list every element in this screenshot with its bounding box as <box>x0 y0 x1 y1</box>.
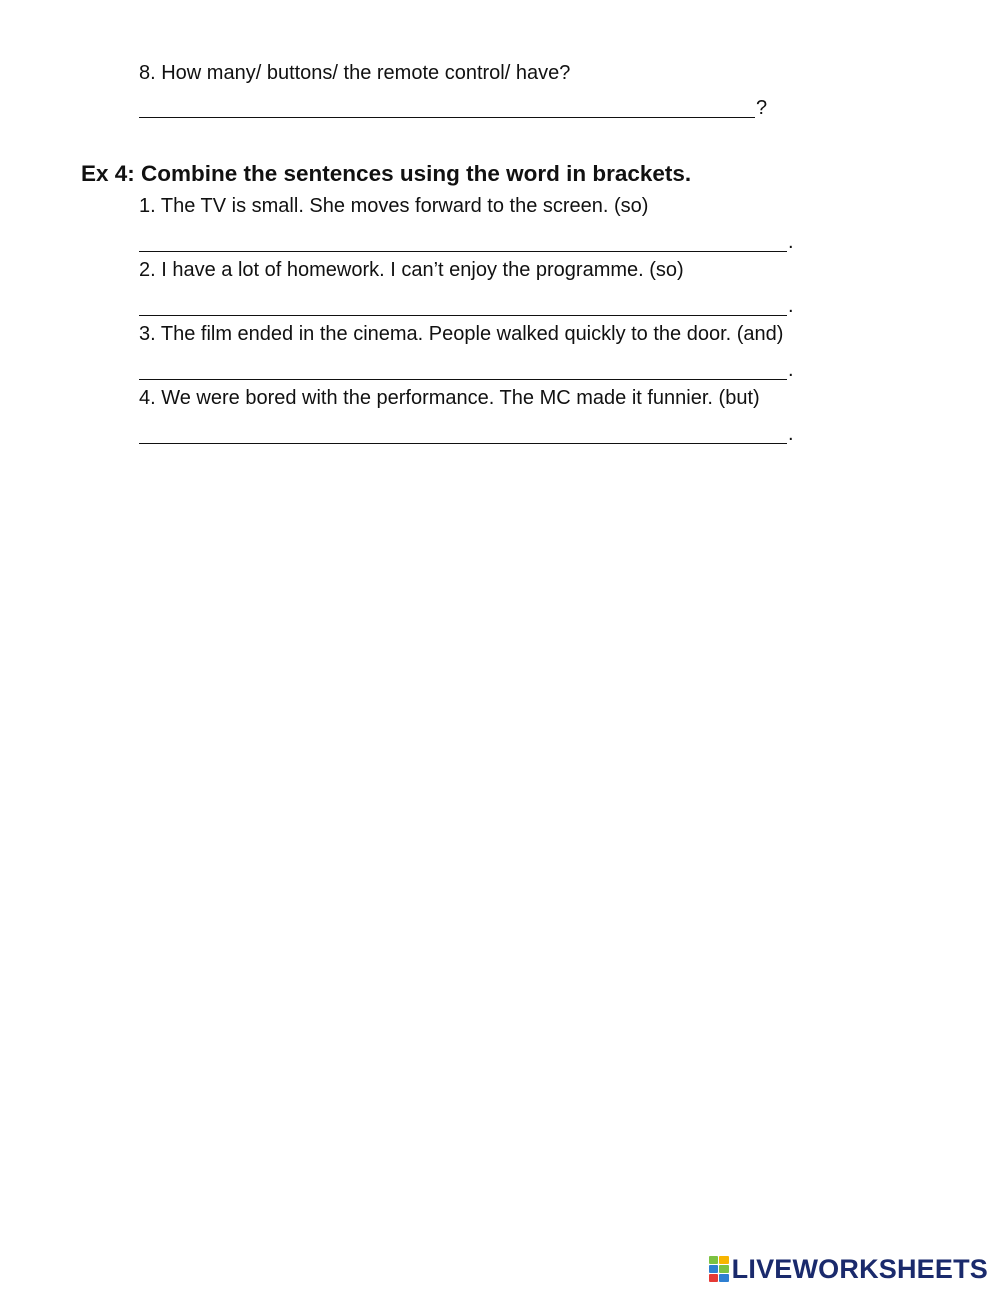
ex4-answer-line-2[interactable] <box>139 292 794 316</box>
ex4-question-4-text: 4. We were bored with the performance. The MC made it funnier. (but) <box>139 387 760 409</box>
answer-blank[interactable] <box>139 233 787 252</box>
ex4-question-1-text: 1. The TV is small. She moves forward to the screen. (so) <box>139 195 649 217</box>
ex4-question-3-text: 3. The film ended in the cinema. People walked quickly to the door. (and) <box>139 323 784 345</box>
question-8-text: 8. How many/ buttons/ the remote control/ have? <box>139 62 571 84</box>
period-mark: . <box>788 295 794 317</box>
answer-blank[interactable] <box>139 361 787 380</box>
ex4-answer-line-4[interactable] <box>139 420 794 444</box>
brand-name: LIVEWORKSHEETS <box>731 1254 988 1284</box>
question-mark: ? <box>756 97 768 119</box>
answer-blank[interactable] <box>139 297 787 316</box>
liveworksheets-logo-icon <box>709 1256 729 1282</box>
period-mark: . <box>788 423 794 445</box>
answer-blank[interactable] <box>139 425 787 444</box>
ex4-question-2-text: 2. I have a lot of homework. I can’t enjoy the programme. (so) <box>139 259 684 281</box>
answer-blank[interactable] <box>139 99 755 118</box>
ex4-answer-line-3[interactable] <box>139 356 794 380</box>
ex4-answer-line-1[interactable] <box>139 228 794 252</box>
liveworksheets-brand <box>709 1254 988 1284</box>
answer-line-8[interactable] <box>139 94 767 118</box>
exercise-4-heading: Ex 4: Combine the sentences using the word in brackets. <box>81 161 692 186</box>
period-mark: . <box>788 231 794 253</box>
period-mark: . <box>788 359 794 381</box>
